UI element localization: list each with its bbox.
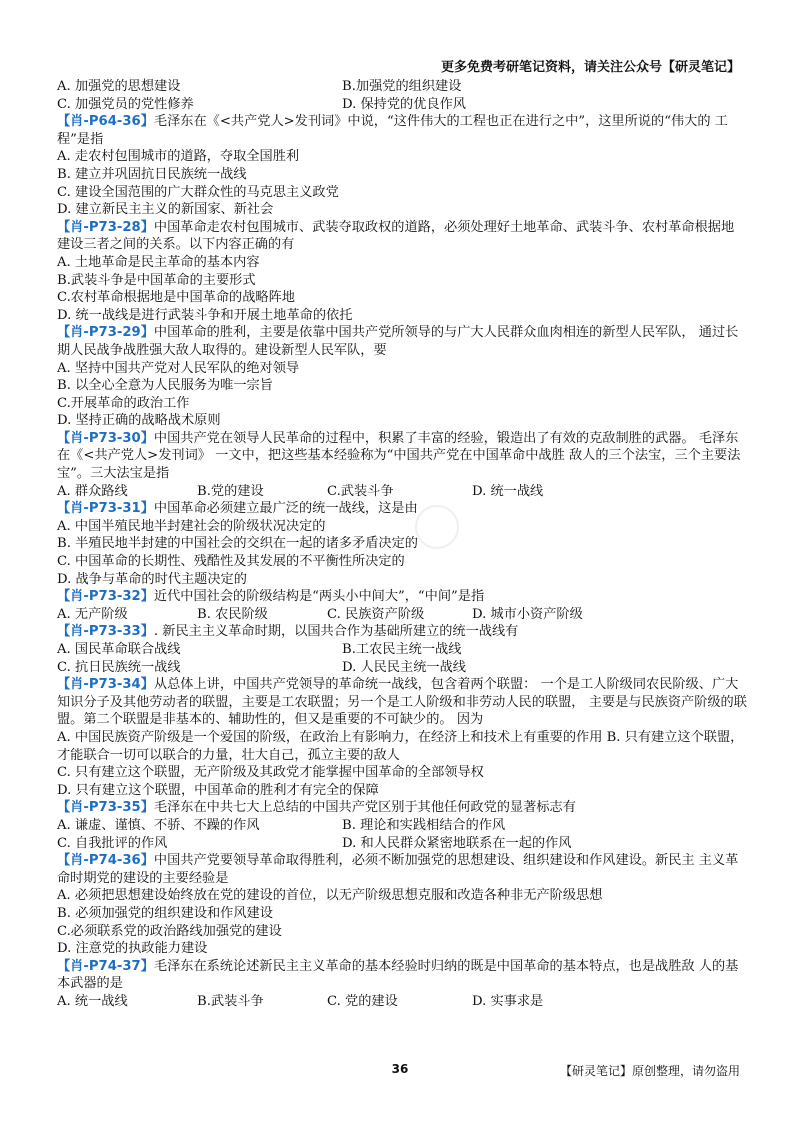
option-item: C.武装斗争 bbox=[327, 483, 394, 499]
option-item: A. 群众路线 bbox=[57, 483, 128, 499]
option-item: A. 加强党的思想建设 bbox=[57, 79, 181, 94]
option-line: D. 战争与革命的时代主题决定的 bbox=[57, 571, 247, 587]
option-line: A. 中国半殖民地半封建社会的阶级状况决定的 bbox=[57, 518, 326, 534]
question-tag: 【肖-P74-36】 bbox=[57, 853, 154, 869]
option-row bbox=[57, 817, 747, 835]
question-tag: 【肖-P73-35】 bbox=[57, 800, 154, 816]
option-line: C. 建设全国范围的广大群众性的马克思主义政党 bbox=[57, 184, 339, 200]
question-tag: 【肖-P64-36】 bbox=[57, 114, 154, 130]
option-row bbox=[57, 606, 747, 624]
question-text: . 新民主主义革命时期，以国共合作为基础所建立的统一战线有 bbox=[153, 624, 519, 640]
option-item: D. 和人民群众紧密地联系在一起的作风 bbox=[342, 835, 572, 851]
option-item: A. 无产阶级 bbox=[57, 606, 128, 622]
option-item: D. 统一战线 bbox=[472, 483, 544, 499]
question-tag: 【肖-P73-29】 bbox=[57, 325, 154, 341]
option-item: D. 保持党的优良作风 bbox=[342, 96, 466, 112]
document-body bbox=[57, 78, 747, 1010]
option-item: C. 民族资产阶级 bbox=[327, 606, 425, 622]
option-line: B. 建立并巩固抗日民族统一战线 bbox=[57, 166, 247, 182]
option-line: A. 必须把思想建设始终放在党的建设的首位，以无产阶级思想克服和改造各种非无产阶级思想 bbox=[57, 888, 603, 904]
option-item: D. 实事求是 bbox=[472, 993, 544, 1009]
question-text: 中国共产党要领导革命取得胜利，必须不断加强党的思想建设、组织建设和作风建设。新民主 主义革命时期党的建设的主要经验是 bbox=[57, 853, 739, 886]
option-line: D. 只有建立这个联盟，中国革命的胜利才有完全的保障 bbox=[57, 782, 379, 798]
option-row bbox=[57, 835, 747, 853]
option-item: B. 理论和实践相结合的作风 bbox=[342, 817, 506, 833]
option-item: C. 党的建设 bbox=[327, 993, 398, 1009]
footer-note: 【研灵笔记】原创整理，请勿盗用 bbox=[559, 1064, 740, 1078]
option-item: C. 抗日民族统一战线 bbox=[57, 659, 181, 675]
question-stem bbox=[57, 852, 747, 887]
option-line: C.开展革命的政治工作 bbox=[57, 395, 190, 411]
question-stem bbox=[57, 799, 747, 817]
question-tag: 【肖-P73-31】 bbox=[57, 501, 154, 517]
question-stem bbox=[57, 113, 747, 148]
option-row bbox=[57, 78, 747, 96]
option-line: B.武装斗争是中国革命的主要形式 bbox=[57, 272, 256, 288]
question-stem bbox=[57, 500, 747, 518]
page-number: 36 bbox=[391, 1062, 409, 1076]
question-text: 从总体上讲，中国共产党领导的革命统一战线，包含着两个联盟： 一个是工人阶级同农民阶级、广大知识分子及其他劳动者的联盟，主要是工农联盟；另一个是工人阶级和非劳动人民的联盟， 主要是与民族资产阶级的联盟。第二个联盟是非基本的、辅助性的，但又是重要的不可缺少的。 因为 bbox=[57, 677, 747, 728]
question-text: 毛泽东在中共七大上总结的中国共产党区别于其他任何政党的显著标志有 bbox=[153, 800, 576, 816]
question-stem bbox=[57, 324, 747, 359]
question-text: 中国革命必须建立最广泛的统一战线，这是由 bbox=[153, 501, 418, 517]
option-line: C.农村革命根据地是中国革命的战略阵地 bbox=[57, 290, 295, 306]
option-item: C. 加强党员的党性修养 bbox=[57, 96, 194, 112]
question-tag: 【肖-P73-32】 bbox=[57, 589, 154, 605]
question-stem bbox=[57, 219, 747, 254]
page-header: 更多免费考研笔记资料，请关注公众号【研灵笔记】 bbox=[440, 60, 740, 75]
question-text: 中国共产党在领导人民革命的过程中，积累了丰富的经验，锻造出了有效的克敌制胜的武器。 毛泽东在《<共产党人>发刊词》 一文中，把这些基本经验称为“中国共产党在中国革命中战胜 敌人的三个法宝，三个主要法宝”。三大法宝是指 bbox=[57, 430, 741, 482]
question-text: 中国革命走农村包围城市、武装夺取政权的道路，必须处理好土地革命、武装斗争、农村革命根据地建设三者之间的关系。以下内容正确的有 bbox=[57, 219, 735, 253]
option-line: D. 注意党的执政能力建设 bbox=[57, 941, 208, 957]
option-item: D. 城市小资产阶级 bbox=[472, 606, 583, 622]
option-row bbox=[57, 96, 747, 114]
option-line: C. 中国革命的长期性、残酷性及其发展的不平衡性所决定的 bbox=[57, 554, 405, 570]
option-line: A. 坚持中国共产党对人民军队的绝对领导 bbox=[57, 360, 300, 376]
option-line: D. 统一战线是进行武装斗争和开展土地革命的依托 bbox=[57, 307, 353, 323]
option-row bbox=[57, 659, 747, 677]
question-stem bbox=[57, 430, 747, 483]
option-item: B. 农民阶级 bbox=[197, 606, 268, 622]
option-item: D. 人民民主统一战线 bbox=[342, 659, 466, 675]
question-tag: 【肖-P73-33】 bbox=[57, 624, 154, 640]
option-row bbox=[57, 641, 747, 659]
question-tag: 【肖-P73-30】 bbox=[57, 430, 154, 446]
question-stem bbox=[57, 588, 747, 606]
option-line: D. 建立新民主主义的新国家、新社会 bbox=[57, 202, 274, 218]
question-text: 近代中国社会的阶级结构是“两头小中间大”，“中间”是指 bbox=[153, 589, 485, 605]
question-tag: 【肖-P73-34】 bbox=[57, 677, 154, 693]
question-text: 中国革命的胜利，主要是依靠中国共产党所领导的与广大人民群众血肉相连的新型人民军队， 通过长期人民战争战胜强大敌人取得的。建设新型人民军队，要 bbox=[57, 325, 739, 358]
option-row bbox=[57, 993, 747, 1011]
question-text: 毛泽东在系统论述新民主主义革命的基本经验时归纳的既是中国革命的基本特点，也是战胜敌 人的基本武器的是 bbox=[57, 958, 739, 992]
question-tag: 【肖-P74-37】 bbox=[57, 958, 154, 974]
question-stem bbox=[57, 676, 747, 729]
question-tag: 【肖-P73-28】 bbox=[57, 219, 154, 235]
option-line: C.必须联系党的政治路线加强党的建设 bbox=[57, 923, 282, 939]
option-item: A. 统一战线 bbox=[57, 993, 128, 1009]
option-item: B.党的建设 bbox=[197, 483, 264, 499]
option-item: B.加强党的组织建设 bbox=[342, 79, 462, 94]
option-line: D. 坚持正确的战略战术原则 bbox=[57, 413, 221, 429]
option-item: B.武装斗争 bbox=[197, 993, 264, 1009]
option-item: A. 国民革命联合战线 bbox=[57, 642, 181, 657]
option-line: B. 半殖民地半封建的中国社会的交织在一起的诸多矛盾决定的 bbox=[57, 536, 418, 552]
question-stem bbox=[57, 958, 747, 993]
option-line: A. 土地革命是民主革命的基本内容 bbox=[57, 254, 260, 270]
option-paragraph: A. 中国民族资产阶级是一个爱国的阶级，在政治上有影响力，在经济上和技术上有重要的作用 B. 只有建立这个联盟，才能联合一切可以联合的力量，壮大自己，孤立主要的敌人 bbox=[57, 729, 744, 763]
question-text: 毛泽东在《<共产党人>发刊词》中说，“这件伟大的工程也正在进行之中”，这里所说的“伟大的 工程”是指 bbox=[57, 114, 728, 147]
option-line: B. 以全心全意为人民服务为唯一宗旨 bbox=[57, 378, 273, 394]
option-line: C. 只有建立这个联盟，无产阶级及其政党才能掌握中国革命的全部领导权 bbox=[57, 765, 484, 781]
option-item: C. 自我批评的作风 bbox=[57, 835, 168, 851]
option-row bbox=[57, 483, 747, 501]
question-stem bbox=[57, 623, 747, 641]
option-item: A. 谦虚、谨慎、不骄、不躁的作风 bbox=[57, 817, 260, 833]
option-line: B. 必须加强党的组织建设和作风建设 bbox=[57, 905, 273, 921]
option-item: B.工农民主统一战线 bbox=[342, 642, 462, 657]
option-line: A. 走农村包围城市的道路，夺取全国胜利 bbox=[57, 149, 300, 165]
